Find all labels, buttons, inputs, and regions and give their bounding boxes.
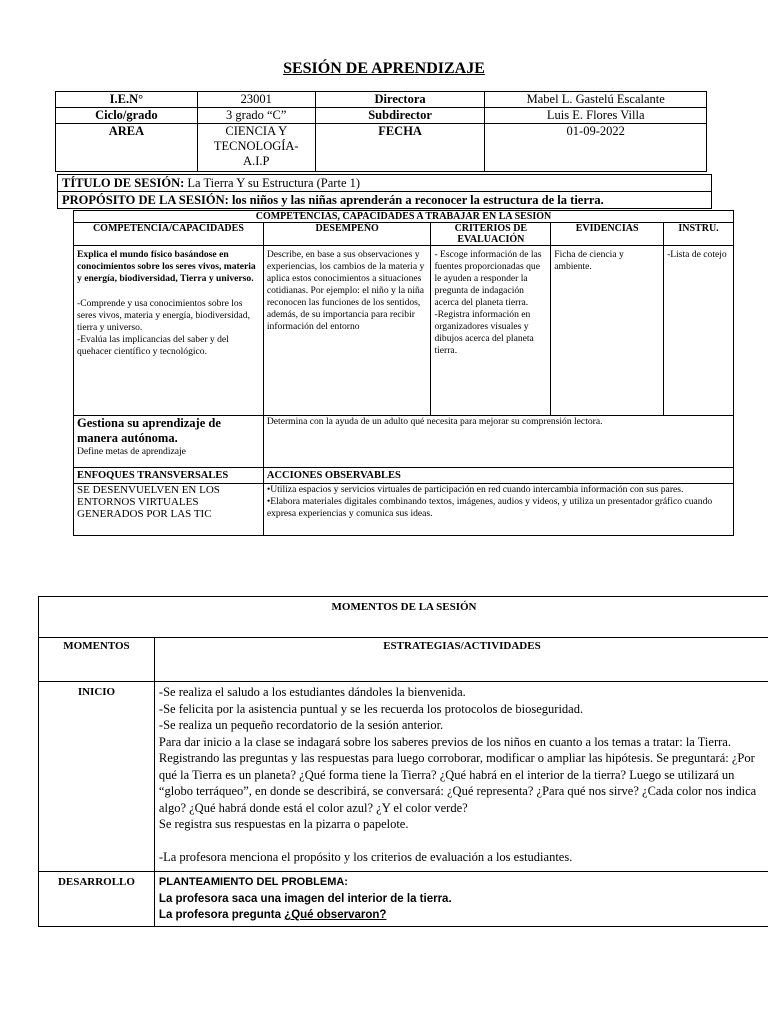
header-table	[55, 91, 707, 172]
subdirector-label: Subdirector	[315, 108, 485, 124]
competencia-cell	[74, 416, 264, 468]
competencias-title: COMPETENCIAS, CAPACIDADES A TRABAJAR EN LA SESIÓN	[74, 211, 734, 223]
desarrollo-heading: PLANTEAMIENTO DEL PROBLEMA:	[158, 876, 348, 888]
activity-text: -Se realiza el saludo a los estudiantes dándoles la bienvenida.	[158, 685, 466, 699]
ie-label: I.E.N°	[56, 92, 198, 108]
ciclo-label: Ciclo/grado	[56, 108, 198, 124]
momentos-table	[38, 596, 768, 927]
desarrollo-cell	[154, 872, 768, 927]
acciones-label: ACCIONES OBSERVABLES	[263, 468, 733, 484]
header-row-area	[56, 124, 707, 172]
proposito-cell	[58, 192, 712, 209]
competencia-name: Explica el mundo físico basándose en conocimientos sobre los seres vivos, materia y energía, biodiversidad, Tierra y universo.	[77, 249, 256, 284]
enfoque-value: SE DESENVUELVEN EN LOS ENTORNOS VIRTUALES GENERADOS POR LAS TIC	[74, 484, 264, 536]
activity-text: La profesora saca una imagen del interior de la tierra.	[158, 892, 452, 905]
enfoques-row	[74, 484, 734, 536]
desarrollo-row	[39, 872, 768, 927]
directora-label: Directora	[315, 92, 485, 108]
competencia-row	[74, 416, 734, 468]
titulo-cell	[58, 175, 712, 192]
area-label: AREA	[56, 124, 198, 172]
accion-text: •Utiliza espacios y servicios virtuales de participación en red cuando intercambia información con sus pares.	[266, 484, 684, 495]
capacidad-text: -Comprende y usa conocimientos sobre los seres vivos, materia y energía, biodiversidad, tierra y universo.	[77, 298, 250, 333]
momentos-title-row	[39, 597, 768, 638]
criterios-cell	[431, 246, 551, 416]
activity-text: -La profesora menciona el propósito y los criterios de evaluación a los estudiantes.	[158, 849, 573, 864]
fecha-value: 01-09-2022	[485, 124, 707, 172]
activity-text: -Se realiza un pequeño recordatorio de la sesión anterior.	[158, 718, 444, 732]
criterio-text: - Escoge información de las fuentes proporcionadas que le ayuden a responder la pregunta de indagación acerca del planeta tierra.	[434, 249, 542, 308]
directora-value: Mabel L. Gastelú Escalante	[485, 92, 707, 108]
proposito-label: PROPÓSITO DE LA SESIÓN:	[62, 193, 229, 207]
header-row-ciclo	[56, 108, 707, 124]
column-header: INSTRU.	[664, 223, 734, 246]
area-value-line: CIENCIA Y	[225, 124, 288, 138]
capacidad-text: -Evalúa las implicancias del saber y del quehacer científico y tecnológico.	[77, 334, 229, 357]
competencia-row	[74, 246, 734, 416]
titulo-row	[58, 175, 712, 192]
criterio-text: -Registra información en organizadores visuales y dibujos acerca del planeta tierra.	[434, 309, 534, 356]
momentos-header-row	[39, 638, 768, 682]
column-header: MOMENTOS	[39, 638, 155, 682]
subdirector-value: Luis E. Flores Villa	[485, 108, 707, 124]
session-table	[57, 174, 712, 209]
titulo-label: TÍTULO DE SESIÓN:	[62, 176, 185, 190]
competencia-name: Gestiona su aprendizaje de manera autónoma.	[77, 416, 221, 445]
desempeno-cell: Describe, en base a sus observaciones y experiencias, los cambios de la materia y aplica estos conocimientos a situaciones cotidianas. Por ejemplo: el niño y la niña reconocen las funciones de los sentidos, además, de su importancia para recibir información del entorno	[263, 246, 431, 416]
enfoques-header-row	[74, 468, 734, 484]
area-value-line: TECNOLOGÍA-	[213, 139, 299, 153]
question-text: ¿Qué observaron?	[284, 909, 387, 921]
ie-value: 23001	[197, 92, 315, 108]
proposito-value: los niños y las niñas aprenderán a reconocer la estructura de la tierra.	[228, 193, 604, 207]
column-header: COMPETENCIA/CAPACIDADES	[74, 223, 264, 246]
momentos-title: MOMENTOS DE LA SESIÓN	[39, 597, 768, 638]
competencias-header-row	[74, 223, 734, 246]
column-header: DESEMPEÑO	[263, 223, 431, 246]
ciclo-value: 3 grado “C”	[197, 108, 315, 124]
capacidad-text: Define metas de aprendizaje	[77, 446, 186, 457]
proposito-row	[58, 192, 712, 209]
inicio-cell	[154, 682, 768, 872]
activity-text: -Se felicita por la asistencia puntual y se les recuerda los protocolos de bioseguridad.	[158, 701, 584, 716]
area-value-line: A.I.P	[243, 154, 270, 168]
instrumento-cell: -Lista de cotejo	[664, 246, 734, 416]
competencias-title-row	[74, 211, 734, 223]
activity-text: Para dar inicio a la clase se indagará sobre los saberes previos de los niños en cuanto a los temas a tratar: la Tierra. Registrando las preguntas y las respuestas para luego corroborar, modificar o ampliar las hipótesis. Se preguntará: ¿Por qué la Tierra es un planeta? ¿Qué forma tiene la Tierra? ¿Qué habrá en el interior de la tierra? Luego se utilizará un “globo terráqueo”, en donde se describirá, se conversará: ¿Qué representa? ¿Para qué nos sirve? ¿Cada color nos indica algo? ¿Qué habrá donde está el color azul? ¿Y el color verde?	[158, 734, 757, 815]
titulo-value: La Tierra Y su Estructura (Parte 1)	[184, 176, 361, 190]
column-header: ESTRATEGIAS/ACTIVIDADES	[154, 638, 768, 682]
desempeno-cell: Determina con la ayuda de un adulto qué necesita para mejorar su comprensión lectora.	[263, 416, 733, 468]
area-value	[197, 124, 315, 172]
activity-text-prefix: La profesora pregunta	[158, 909, 285, 921]
enfoques-label: ENFOQUES TRANSVERSALES	[74, 468, 264, 484]
column-header: EVIDENCIAS	[551, 223, 664, 246]
competencias-table	[73, 210, 734, 536]
page-title: SESIÓN DE APRENDIZAJE	[283, 60, 485, 77]
desarrollo-label: DESARROLLO	[39, 872, 155, 927]
column-header: CRITERIOS DE EVALUACIÓN	[431, 223, 551, 246]
activity-text: Se registra sus respuestas en la pizarra o papelote.	[158, 817, 409, 831]
activity-text	[159, 907, 765, 924]
accion-text: •Elabora materiales digitales combinando textos, imágenes, audios y videos, y utiliza un presentador gráfico cuando expresa experiencias y comunica sus ideas.	[266, 496, 713, 519]
header-row-ie	[56, 92, 707, 108]
inicio-label: INICIO	[39, 682, 155, 872]
competencia-cell	[74, 246, 264, 416]
inicio-row	[39, 682, 768, 872]
evidencia-cell: Ficha de ciencia y ambiente.	[551, 246, 664, 416]
acciones-cell	[263, 484, 733, 536]
fecha-label: FECHA	[315, 124, 485, 172]
